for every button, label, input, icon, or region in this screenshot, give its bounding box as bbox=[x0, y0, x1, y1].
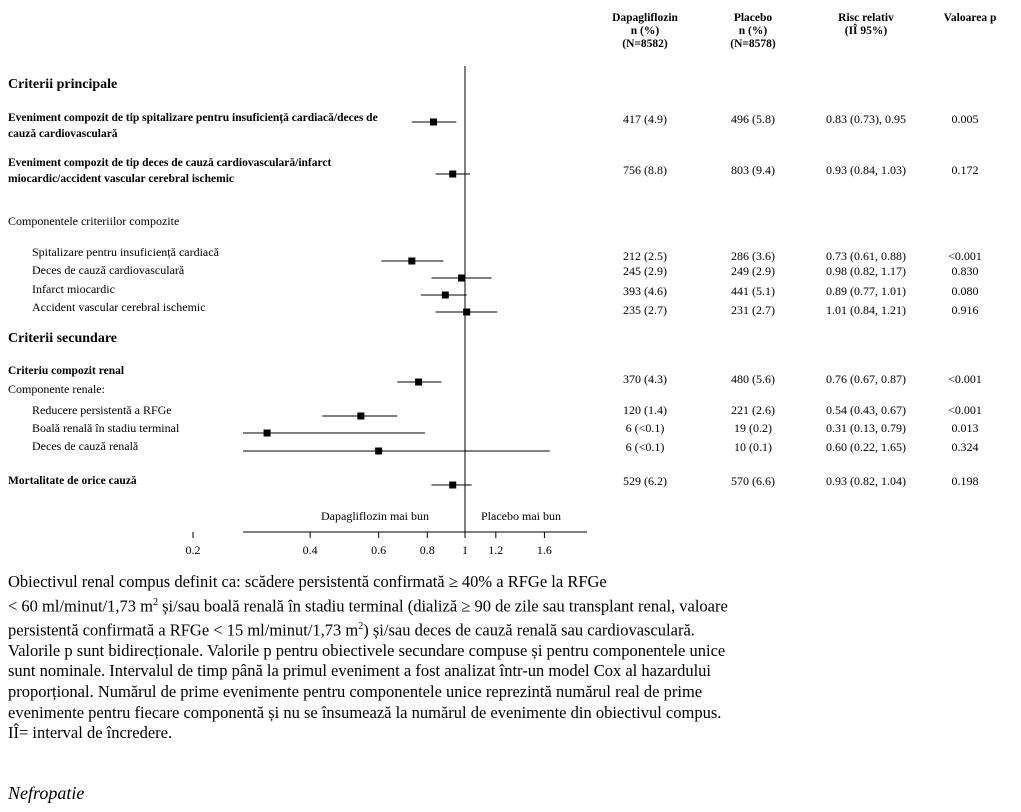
cell-rr: 0.31 (0.13, 0.79) bbox=[826, 421, 906, 435]
footnote-line: proporțional. Numărul de prime evenimente pentru componentele unice reprezintă numărul real de prime bbox=[8, 681, 703, 701]
tick-label: 0.8 bbox=[419, 543, 435, 557]
hr-point bbox=[430, 119, 437, 126]
cell-rr: 0.76 (0.67, 0.87) bbox=[826, 372, 906, 386]
tick-label: 1 bbox=[462, 543, 468, 557]
row-label: Eveniment compozit de tip deces de cauză cardiovasculară/infarct miocardic/accident vascular cerebral ischemic bbox=[8, 157, 332, 185]
hr-point bbox=[449, 171, 456, 178]
cell-p: 0.324 bbox=[951, 440, 979, 454]
cell-placebo: 10 (0.1) bbox=[734, 440, 772, 454]
header-placebo-n: n (%) bbox=[738, 25, 768, 37]
cell-p: 0.005 bbox=[951, 112, 979, 126]
section-heading-nefropatie: Nefropatie bbox=[8, 783, 85, 803]
hr-point bbox=[458, 275, 465, 282]
cell-placebo: 286 (3.6) bbox=[731, 249, 775, 263]
footnote-text: < 60 ml/minut/1,73 m bbox=[8, 596, 153, 616]
row-label: Eveniment compozit de tip spitalizare pentru insuficiență cardiacă/deces de cauză cardiovasculară bbox=[8, 112, 378, 140]
cell-dapa: 6 (<0.1) bbox=[625, 440, 665, 454]
cell-dapa: 417 (4.9) bbox=[623, 112, 667, 126]
tick-label: 0.2 bbox=[185, 543, 201, 557]
cell-placebo: 249 (2.9) bbox=[731, 264, 775, 278]
hr-point bbox=[357, 413, 364, 420]
section-primary: Criterii principale bbox=[8, 77, 118, 92]
cell-dapa: 212 (2.5) bbox=[623, 249, 667, 263]
cell-rr: 0.89 (0.77, 1.01) bbox=[826, 284, 906, 298]
superscript: 2 bbox=[152, 596, 158, 608]
cell-p: <0.001 bbox=[948, 372, 982, 386]
tick-label: 0.6 bbox=[371, 543, 387, 557]
cell-rr: 0.73 (0.61, 0.88) bbox=[826, 249, 906, 263]
header-placebo-total: (N=8578) bbox=[730, 38, 776, 50]
cell-p: <0.001 bbox=[948, 403, 982, 417]
footnote-text: ) și/sau deces de cauză renală sau cardiovasculară. bbox=[363, 620, 695, 640]
section-secondary: Criterii secundare bbox=[8, 331, 117, 346]
header-dapa-total: (N=8582) bbox=[622, 38, 668, 50]
row-label: Mortalitate de orice cauză bbox=[8, 475, 137, 487]
cell-dapa: 245 (2.9) bbox=[623, 264, 667, 278]
hr-point bbox=[408, 258, 415, 265]
row-label: Infarct miocardic bbox=[32, 282, 115, 296]
cell-dapa: 235 (2.7) bbox=[623, 303, 667, 317]
cell-dapa: 120 (1.4) bbox=[623, 403, 667, 417]
cell-rr: 0.93 (0.84, 1.03) bbox=[826, 163, 906, 177]
row-label: Boală renală în stadiu terminal bbox=[32, 421, 180, 435]
header-rr-name: Risc relativ bbox=[838, 12, 894, 24]
cell-dapa: 393 (4.6) bbox=[623, 284, 667, 298]
footnote-line: Valorile p sunt bidirecționale. Valorile p pentru obiectivele secundare compuse și pentru componentele unice bbox=[8, 640, 726, 660]
header-rr-ci: (IÎ 95%) bbox=[844, 25, 888, 37]
cell-p: 0.830 bbox=[951, 264, 979, 278]
footnote-text: și/sau boală renală în stadiu terminal (dializă ≥ 90 de zile sau transplant renal, valoare bbox=[157, 596, 728, 616]
footnote-line: evenimente pentru fiecare componentă și nu se însumează la numărul de evenimente din obiectivul compus. bbox=[8, 702, 722, 722]
hr-point bbox=[415, 379, 422, 386]
hr-point bbox=[463, 309, 470, 316]
row-label: Criteriu compozit renal bbox=[8, 365, 125, 377]
cell-rr: 0.93 (0.82, 1.04) bbox=[826, 474, 906, 488]
header-dapa-n: n (%) bbox=[630, 25, 660, 37]
footnote-line: Obiectivul renal compus definit ca: scădere persistentă confirmată ≥ 40% a RFGe la RFGe bbox=[8, 572, 607, 591]
cell-rr: 0.83 (0.73), 0.95 bbox=[826, 112, 906, 126]
row-label: Deces de cauză cardiovasculară bbox=[32, 263, 185, 277]
header-p-name: Valoarea p bbox=[943, 12, 997, 24]
cell-placebo: 221 (2.6) bbox=[731, 403, 775, 417]
hr-point bbox=[264, 430, 271, 437]
row-label: Reducere persistentă a RFGe bbox=[32, 403, 172, 417]
cell-rr: 1.01 (0.84, 1.21) bbox=[826, 303, 906, 317]
footnote bbox=[8, 572, 998, 744]
footnote-text: persistentă confirmată a RFGe < 15 ml/minut/1,73 m bbox=[8, 620, 359, 640]
cell-placebo: 803 (9.4) bbox=[731, 163, 775, 177]
section-renal-components: Componente renale: bbox=[8, 382, 105, 396]
favors-placebo-label: Placebo mai bun bbox=[481, 509, 561, 523]
cell-placebo: 570 (6.6) bbox=[731, 474, 775, 488]
cell-placebo: 496 (5.8) bbox=[731, 112, 775, 126]
cell-placebo: 441 (5.1) bbox=[731, 284, 775, 298]
header-dapa-name: Dapagliflozin bbox=[612, 12, 678, 24]
tick-label: 0.4 bbox=[302, 543, 318, 557]
section-composite-components: Componentele criteriilor compozite bbox=[8, 214, 180, 228]
cell-p: <0.001 bbox=[948, 249, 982, 263]
hr-point bbox=[375, 448, 382, 455]
favors-dapagliflozin-label: Dapagliflozin mai bun bbox=[321, 509, 429, 523]
footnote-line bbox=[8, 593, 998, 617]
cell-p: 0.198 bbox=[951, 474, 979, 488]
cell-p: 0.172 bbox=[951, 163, 979, 177]
cell-p: 0.080 bbox=[951, 284, 979, 298]
cell-dapa: 529 (6.2) bbox=[623, 474, 667, 488]
cell-rr: 0.54 (0.43, 0.67) bbox=[826, 403, 906, 417]
cell-rr: 0.60 (0.22, 1.65) bbox=[826, 440, 906, 454]
cell-dapa: 756 (8.8) bbox=[623, 163, 667, 177]
row-label: Spitalizare pentru insuficiență cardiacă bbox=[32, 245, 219, 259]
cell-dapa: 6 (<0.1) bbox=[625, 421, 665, 435]
row-label: Accident vascular cerebral ischemic bbox=[32, 300, 206, 314]
cell-dapa: 370 (4.3) bbox=[623, 372, 667, 386]
cell-rr: 0.98 (0.82, 1.17) bbox=[826, 264, 906, 278]
footnote-line bbox=[8, 617, 998, 641]
cell-p: 0.916 bbox=[951, 303, 979, 317]
superscript: 2 bbox=[358, 620, 364, 632]
tick-label: 1.6 bbox=[536, 543, 552, 557]
tick-label: 1.2 bbox=[488, 543, 504, 557]
footnote-line: IÎ= interval de încredere. bbox=[8, 723, 173, 743]
cell-p: 0.013 bbox=[951, 421, 979, 435]
cell-placebo: 231 (2.7) bbox=[731, 303, 775, 317]
row-label: Deces de cauză renală bbox=[32, 439, 139, 453]
cell-placebo: 480 (5.6) bbox=[731, 372, 775, 386]
hr-point bbox=[442, 292, 449, 299]
cell-placebo: 19 (0.2) bbox=[734, 421, 772, 435]
header-placebo-name: Placebo bbox=[733, 12, 773, 24]
footnote-line: sunt nominale. Intervalul de timp până la primul eveniment a fost analizat într-un model Cox al hazardului bbox=[8, 661, 712, 681]
hr-point bbox=[449, 482, 456, 489]
